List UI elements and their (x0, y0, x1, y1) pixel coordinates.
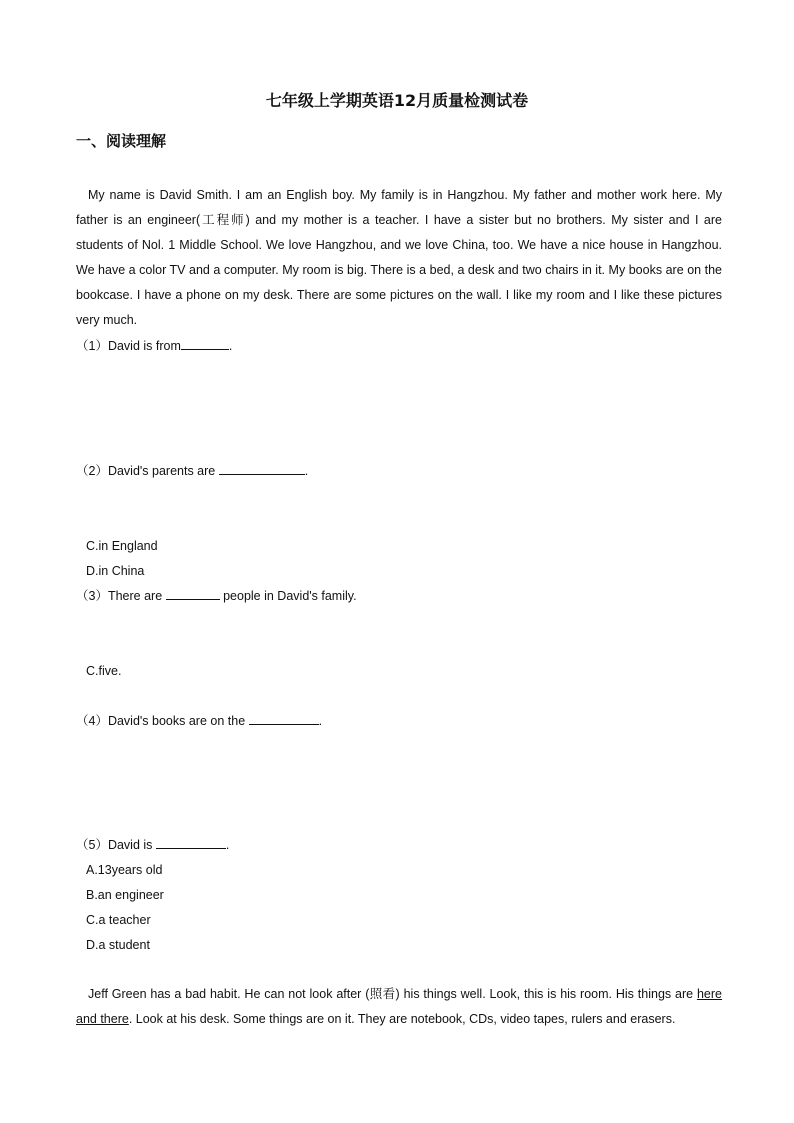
answer-blank (219, 462, 305, 475)
question-text: David is (107, 838, 156, 852)
option-a: A.13years old (86, 863, 163, 877)
underlined-phrase: here and there (76, 987, 722, 1026)
question-text: David's parents are (107, 464, 219, 478)
option-c: C.five. (86, 664, 122, 678)
question-1 (76, 337, 232, 355)
passage-2-text-cont: . Look at his desk. Some things are on it. They are notebook, CDs, video tapes, rulers and erasers. (128, 1012, 676, 1026)
question-number: （5） (76, 838, 108, 852)
option-c: C.in England (86, 539, 158, 553)
option-d: D.in China (86, 564, 145, 578)
question-4 (76, 712, 322, 730)
question-3 (76, 587, 357, 605)
question-text: David is from (107, 339, 181, 353)
page-title: 七年级上学期英语12月质量检测试卷 (265, 91, 529, 110)
question-text: There are (107, 589, 166, 603)
question-text-end: . (228, 339, 233, 353)
question-text-end: . (225, 838, 230, 852)
reading-passage-1: My name is David Smith. I am an English boy. My family is in Hangzhou. My father and mother work here. My father is an engineer(工程师) and my mother is a teacher. I have a sister but no brothers. My sister and I are students of Nol. 1 Middle School. We love Hangzhou, and we love China, too. We have a nice house in Hangzhou. We have a color TV and a computer. My room is big. There is a bed, a desk and two chairs in it. My books are on the bookcase. I have a phone on my desk. There are some pictures on the wall. I like my room and I like these pictures very much. (76, 188, 722, 327)
section-heading: 一、阅读理解 (76, 132, 167, 150)
option-b: B.an engineer (86, 888, 164, 902)
option-d: D.a student (86, 938, 150, 952)
question-text-end: . (304, 464, 309, 478)
question-number: （4） (76, 714, 108, 728)
answer-blank (166, 587, 220, 600)
reading-passage-2 (76, 982, 722, 1032)
answer-blank (181, 337, 229, 350)
option-c: C.a teacher (86, 913, 151, 927)
question-text-end: . (318, 714, 323, 728)
question-number: （3） (76, 589, 108, 603)
question-number: （1） (76, 339, 108, 353)
question-2 (76, 462, 308, 480)
answer-blank (156, 836, 226, 849)
question-number: （2） (76, 464, 108, 478)
question-5 (76, 836, 229, 854)
question-text: David's books are on the (107, 714, 249, 728)
passage-2-text: Jeff Green has a bad habit. He can not look after (照看) his things well. Look, this is his room. His things are (88, 987, 694, 1001)
question-text-end: people in David's family. (219, 589, 357, 603)
answer-blank (249, 712, 319, 725)
